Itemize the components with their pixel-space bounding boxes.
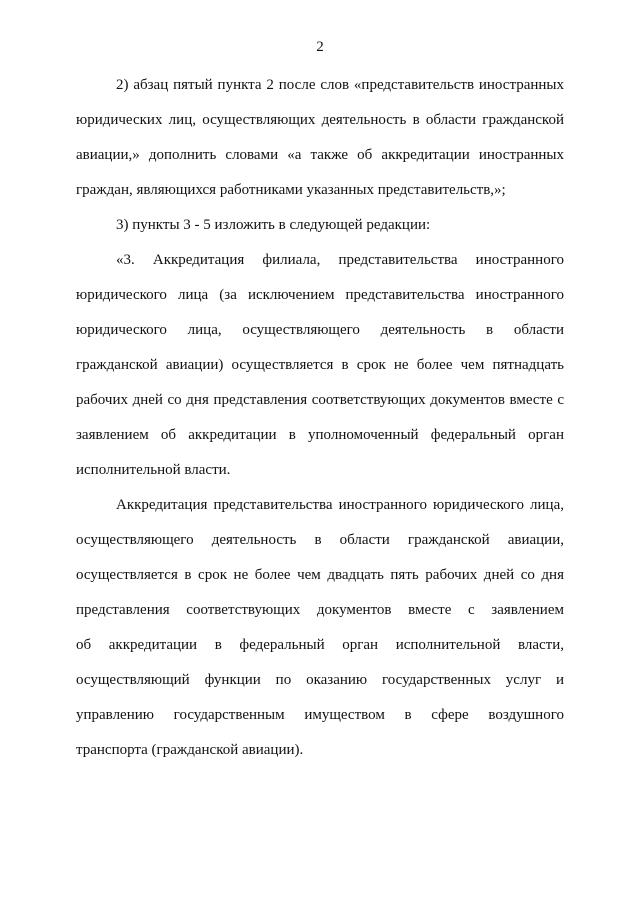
text-line: рабочих дней со дня представления соответствующих документов вместе с — [76, 392, 564, 408]
text-line: заявлением об аккредитации в уполномоченный федеральный орган — [76, 427, 564, 443]
text-line: гражданской авиации) осуществляется в срок не более чем пятнадцать — [76, 357, 564, 373]
text-line: управлению государственным имуществом в сфере воздушного — [76, 707, 564, 723]
text-line: граждан, являющихся работниками указанных представительств,»; — [76, 182, 506, 198]
text-line: транспорта (гражданской авиации). — [76, 742, 304, 758]
text-line: 2) абзац пятый пункта 2 после слов «представительств иностранных — [116, 77, 564, 93]
text-line: осуществляющий функции по оказанию государственных услуг и — [76, 672, 564, 688]
text-line: исполнительной власти. — [76, 462, 231, 478]
text-line: Аккредитация представительства иностранного юридического лица, — [116, 497, 564, 513]
text-line: осуществляющего деятельность в области гражданской авиации, — [76, 532, 564, 548]
text-line: юридического лица, осуществляющего деятельность в области — [76, 322, 564, 338]
text-line: 3) пункты 3 - 5 изложить в следующей редакции: — [116, 217, 431, 233]
text-line: авиации,» дополнить словами «а также об аккредитации иностранных — [76, 147, 564, 163]
text-line: представления соответствующих документов вместе с заявлением — [76, 602, 564, 618]
text-line: «3. Аккредитация филиала, представительства иностранного — [116, 252, 564, 268]
text-line: юридических лиц, осуществляющих деятельность в области гражданской — [76, 112, 564, 128]
page-number: 2 — [316, 39, 324, 55]
text-line: юридического лица (за исключением представительства иностранного — [76, 287, 564, 303]
text-line: осуществляется в срок не более чем двадцать пять рабочих дней со дня — [76, 567, 564, 583]
text-line: об аккредитации в федеральный орган исполнительной власти, — [76, 637, 564, 653]
